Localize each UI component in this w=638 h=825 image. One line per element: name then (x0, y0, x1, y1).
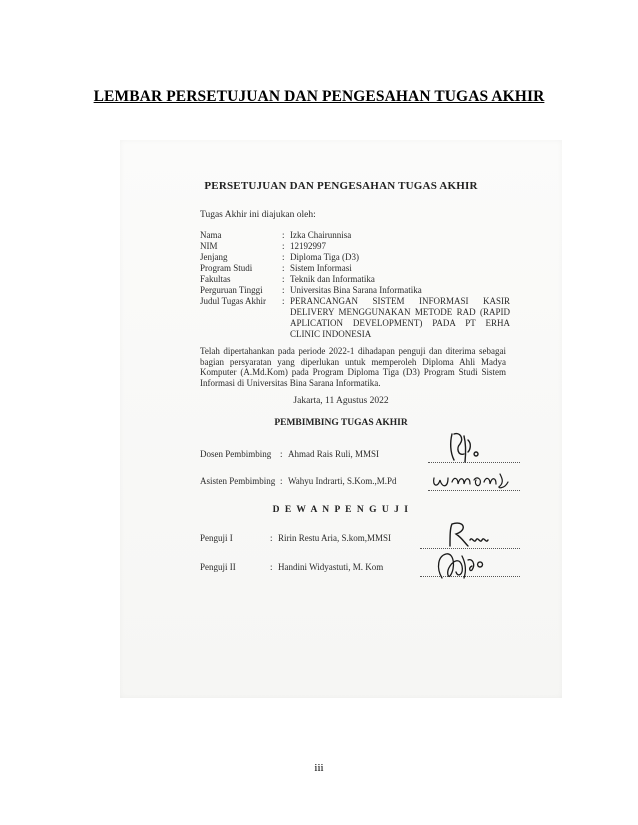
field-colon: : (282, 263, 285, 273)
sig-colon: : (280, 449, 283, 459)
advisors-heading: PEMBIMBING TUGAS AKHIR (274, 418, 408, 428)
field-label: NIM (200, 241, 218, 251)
examiner-name: Ririn Restu Aria, S.kom,MMSI (278, 533, 392, 543)
thesis-title (290, 296, 510, 340)
field-colon: : (282, 241, 285, 251)
examiner-name: Handini Widyastuti, M. Kom (278, 562, 384, 572)
field-label: Nama (200, 230, 222, 240)
field-label: Perguruan Tinggi (200, 285, 263, 295)
field-row-name (200, 230, 510, 241)
field-row-university (200, 285, 510, 296)
examiner-role: Penguji I (200, 533, 233, 543)
field-label: Judul Tugas Akhir (200, 296, 267, 306)
field-value: 12192997 (290, 241, 326, 251)
field-value: Izka Chairunnisa (290, 230, 352, 240)
advisor-name: Ahmad Rais Ruli, MMSI (288, 449, 380, 459)
field-row-study-program (200, 263, 510, 274)
sig-colon: : (270, 562, 273, 572)
scanned-approval-sheet (120, 140, 562, 698)
examiner-role: Penguji II (200, 562, 236, 572)
field-row-faculty (200, 274, 510, 285)
approval-paragraph: Telah dipertahankan pada periode 2022-1 dihadapan penguji dan diterima sebagai bagian persyaratan yang diperlukan untuk memperoleh Diploma Ahli Madya Komputer (A.Md.Kom) pada Program Diploma Tiga (D3) Program Studi Sistem Informasi di Universitas Bina Sarana Informatika. (200, 346, 506, 388)
sig-colon: : (280, 476, 283, 486)
signature-mark (432, 550, 498, 582)
field-value: Teknik dan Informatika (290, 274, 375, 284)
student-fields (200, 230, 510, 340)
signature-mark (442, 520, 498, 550)
date-line: Jakarta, 11 Agustus 2022 (293, 396, 389, 406)
signature-mark (446, 430, 496, 468)
advisor-name: Wahyu Indrarti, S.Kom.,M.Pd (288, 476, 397, 486)
field-colon: : (282, 285, 285, 295)
field-value: Sistem Informasi (290, 263, 352, 273)
field-value: Diploma Tiga (D3) (290, 252, 360, 262)
field-label: Program Studi (200, 263, 253, 273)
field-row-thesis-title (200, 296, 510, 340)
field-colon: : (282, 274, 285, 284)
advisor-role: Asisten Pembimbing (200, 476, 276, 486)
page-number: iii (314, 762, 324, 774)
sig-colon: : (270, 533, 273, 543)
field-colon: : (282, 252, 285, 262)
document-title: PERSETUJUAN DAN PENGESAHAN TUGAS AKHIR (204, 180, 478, 192)
field-row-nim (200, 241, 510, 252)
field-colon: : (282, 296, 285, 306)
thesis-title-line: PERANCANGAN SISTEM INFORMASI KASIR (290, 296, 510, 306)
advisor-role: Dosen Pembimbing (200, 449, 272, 459)
intro-text: Tugas Akhir ini diajukan oleh: (200, 210, 316, 220)
thesis-title-line: CLINIC INDONESIA (290, 329, 372, 339)
thesis-title-line: DELIVERY MENGGUNAKAN METODE RAD (RAPID (290, 307, 510, 317)
thesis-title-line: APLICATION DEVELOPMENT) PADA PT ERHA (290, 318, 510, 328)
field-row-level (200, 252, 510, 263)
field-colon: : (282, 230, 285, 240)
field-label: Fakultas (200, 274, 231, 284)
signature-mark (430, 468, 512, 492)
field-label: Jenjang (200, 252, 228, 262)
field-value: Universitas Bina Sarana Informatika (290, 285, 422, 295)
page-heading: LEMBAR PERSETUJUAN DAN PENGESAHAN TUGAS AKHIR (93, 88, 545, 105)
examiners-heading: D E W A N P E N G U J I (272, 505, 410, 515)
